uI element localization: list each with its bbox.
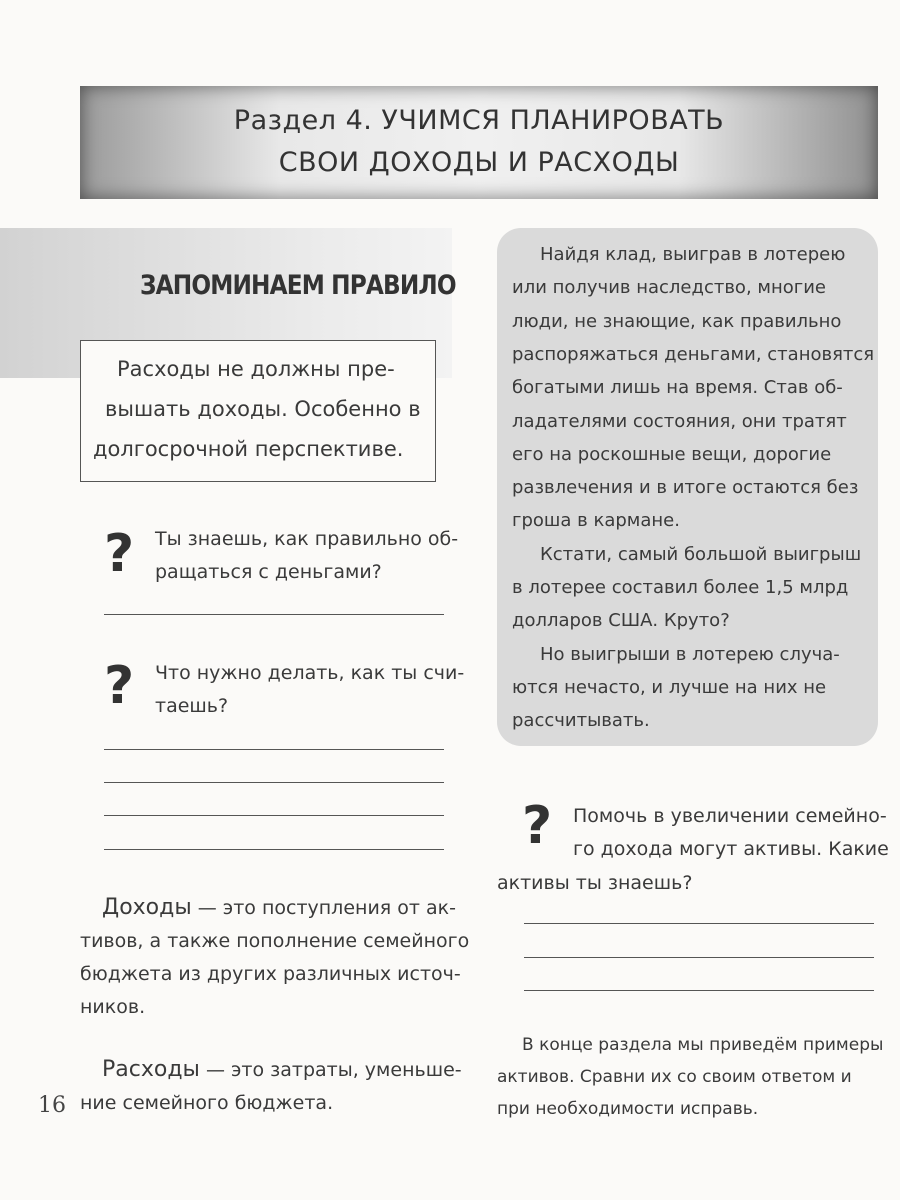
info-box-line: распоряжаться деньгами, становятся [512,343,875,365]
expenses-text: — это затраты, уменьше- [199,1059,462,1081]
question-3-line: го дохода могут активы. Какие [573,838,889,860]
income-term: Доходы [102,895,192,920]
rule-text-line: долгосрочной перспективе. [93,437,404,461]
question-1-line: ращаться с деньгами? [155,561,382,583]
answer-line[interactable] [524,957,874,958]
answer-line[interactable] [104,749,444,750]
info-box-line: богатыми лишь на время. Став об- [512,377,843,399]
rule-heading: ЗАПОМИНАЕМ ПРАВИЛО [140,270,456,301]
rule-text-line: Расходы не должны пре- [117,357,395,381]
answer-line[interactable] [524,990,874,991]
info-box-line: или получив наследство, многие [512,277,826,299]
income-text: — это поступления от ак- [191,897,456,919]
info-box-line: гроша в кармане. [512,510,680,532]
question-mark-icon: ? [104,524,135,584]
answer-line[interactable] [104,815,444,816]
info-box-line: развлечения и в итоге остаются без [512,477,859,499]
section-header [80,86,878,199]
info-box-line: ются нечасто, и лучше на них не [512,676,827,698]
question-3-line: активы ты знаешь? [497,872,693,894]
section-title-line-2: СВОИ ДОХОДЫ И РАСХОДЫ [278,147,680,178]
question-2-line: Что нужно делать, как ты счи- [155,662,465,684]
info-box-line: Но выигрыши в лотерею случа- [540,643,840,665]
info-box-line: его на роскошные вещи, дорогие [512,443,832,465]
info-box-line: рассчитывать. [512,710,650,732]
income-definition-line [102,895,456,920]
footer-note-line: В конце раздела мы приведём примеры [522,1035,884,1055]
question-mark-icon: ? [104,656,135,716]
expenses-definition-line: ние семейного бюджета. [80,1092,334,1114]
income-definition-line: тивов, а также пополнение семейного [80,930,470,952]
section-title-line-1: Раздел 4. УЧИМСЯ ПЛАНИРОВАТЬ [233,105,725,136]
answer-line[interactable] [104,614,444,615]
answer-line[interactable] [104,782,444,783]
rule-box [80,340,436,482]
info-box-line: люди, не знающие, как правильно [512,310,842,332]
rule-text-line: вышать доходы. Особенно в [105,397,421,421]
answer-line[interactable] [104,849,444,850]
info-box-line: Найдя клад, выиграв в лотерею [540,244,846,265]
footer-note-line: при необходимости исправь. [497,1099,759,1119]
question-2-line: таешь? [155,695,229,717]
section-title [80,100,878,184]
page-number: 16 [38,1093,66,1118]
expenses-definition-line [102,1057,462,1082]
expenses-term: Расходы [102,1057,200,1082]
question-1-line: Ты знаешь, как правильно об- [155,528,459,550]
info-box-line: Кстати, самый большой выигрыш [540,543,862,565]
income-definition-line: ников. [80,996,146,1018]
income-definition-line: бюджета из других различных источ- [80,963,461,985]
info-box-line: долларов США. Круто? [512,610,730,632]
info-box-line: ладателями состояния, они тратят [512,410,847,432]
question-mark-icon: ? [522,796,553,856]
question-3-line: Помочь в увеличении семейно- [573,805,887,827]
footer-note-line: активов. Сравни их со своим ответом и [497,1067,852,1087]
answer-line[interactable] [524,923,874,924]
info-box-line: в лотерее составил более 1,5 млрд [512,577,849,598]
